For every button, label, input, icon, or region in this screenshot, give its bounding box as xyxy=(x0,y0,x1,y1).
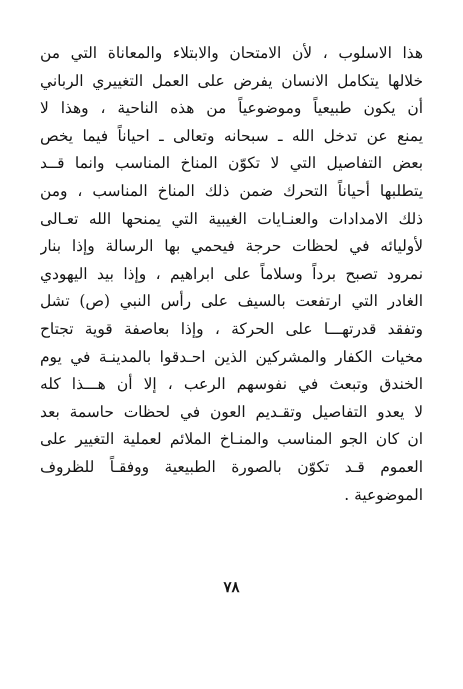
text-line: نمرود تصبح برداً وسلاماً على ابراهيم ، وإذا بيد اليهودي xyxy=(40,264,423,283)
text-line: هذا الاسلوب ، لأن الامتحان والابتلاء والمعاناة التي من xyxy=(40,44,423,62)
text-line: وتفقد قدرتهـــا على الحركة ، وإذا بعاصفة قوية تجتاح xyxy=(40,319,423,338)
page-number: ٧٨ xyxy=(223,578,240,596)
text-line: مخيات الكفار والمشركين الذين احـدقوا بالمدينـة في يوم xyxy=(40,347,423,366)
text-line: لأوليائه في لحظات حرجة فيحمي بها الرسالة وإذا بنار xyxy=(40,237,423,256)
text-line: بعض التفاصيل التي لا تكوّن المناخ المناسب وانما قــد xyxy=(40,154,423,173)
text-line: يتطلبها أحياناً التحرك ضمن ذلك المناخ المناسب ، ومن xyxy=(40,181,423,200)
text-line: الخندق وتبعث في نفوسهم الرعب ، إلا أن هـــذا كله xyxy=(40,375,423,394)
text-line: الغادر التي ارتفعت بالسيف على رأس النبي (ص) تشل xyxy=(40,292,423,311)
text-line: العموم قـد تكوّن بالصورة الطبيعية ووفقـاً للظروف xyxy=(40,457,423,476)
text-line: ان كان الجو المناسب والمنـاخ الملائم لعملية التغيير على xyxy=(40,430,423,449)
text-line: ذلك الامدادات والعنـايات الغيبية التي يمنحها الله تعـالى xyxy=(40,209,423,228)
text-line: خلالها يتكامل الانسان يفرض على العمل التغييري الرباني xyxy=(40,71,423,90)
text-line: لا يعدو التفاصيل وتقـديم العون في لحظات حاسمة بعد xyxy=(40,402,423,421)
text-line: يمنع عن تدخل الله ـ سبحانه وتعالى ـ احياناً فيما يخص xyxy=(40,126,423,145)
body-text xyxy=(40,40,423,509)
text-line: أن يكون طبيعياً وموضوعياً من هذه الناحية ، وهذا لا xyxy=(40,99,423,118)
text-line: الموضوعية . xyxy=(344,485,423,504)
